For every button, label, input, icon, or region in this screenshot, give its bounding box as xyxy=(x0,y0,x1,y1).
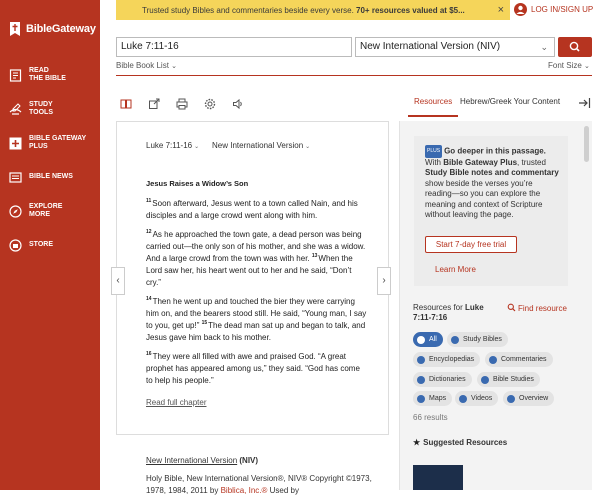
filter-chip-maps[interactable]: Maps xyxy=(413,391,452,406)
tab-hebrew-greek-your-content[interactable]: Hebrew/Greek Your Content xyxy=(460,97,561,106)
passage-reference-dropdown[interactable]: Luke 7:11-16 ⌄ xyxy=(146,141,200,150)
chevron-right-icon: › xyxy=(382,275,386,286)
overview-icon xyxy=(507,395,515,403)
sidebar-item-label: STUDY TOOLS xyxy=(29,101,53,116)
collapse-panel-icon[interactable] xyxy=(578,97,591,109)
logo-text: BibleGateway xyxy=(26,23,96,35)
sidebar-item-news[interactable] xyxy=(0,160,100,194)
version-link[interactable]: New International Version xyxy=(146,456,238,465)
logo[interactable] xyxy=(0,0,100,44)
passage-text xyxy=(146,178,368,416)
copyright-notice xyxy=(146,455,376,497)
sidebar-item-label: STORE xyxy=(29,241,53,248)
verse-paragraph xyxy=(146,229,368,289)
book-icon xyxy=(9,69,22,82)
resources-for-label: Resources for Luke 7:11-7:16 xyxy=(413,303,484,322)
compass-icon xyxy=(9,205,22,218)
results-count: 66 results xyxy=(413,413,448,422)
chevron-left-icon: ‹ xyxy=(116,275,120,286)
chevron-down-icon: ⌄ xyxy=(584,63,590,70)
sidebar xyxy=(0,0,100,490)
verse-text: As he approached the town gate, a dead person was being carried out—the only son of his mother, and she was a widow. And a large crowd from the town was with her. xyxy=(146,230,366,263)
verse-number: 12 xyxy=(146,229,152,235)
sidebar-nav xyxy=(0,58,100,262)
banner-message[interactable]: Trusted study Bibles and commentaries beside every verse. 70+ resources valued at $5... xyxy=(142,5,465,15)
login-link[interactable] xyxy=(514,3,593,16)
print-icon[interactable] xyxy=(176,98,188,110)
logo-mark-icon xyxy=(8,21,22,37)
version-select[interactable] xyxy=(355,37,555,57)
sidebar-item-label: BIBLE NEWS xyxy=(29,173,73,180)
active-tab-indicator xyxy=(408,115,458,117)
resources-reference: Luke 7:11-7:16 xyxy=(413,303,484,322)
previous-chapter-button[interactable] xyxy=(111,267,125,295)
sidebar-item-plus[interactable] xyxy=(0,126,100,160)
filter-chip-overview[interactable]: Overview xyxy=(503,391,554,406)
filter-chip-commentaries[interactable]: Commentaries xyxy=(485,352,553,367)
star-icon: ★ xyxy=(413,438,421,447)
sidebar-item-read[interactable] xyxy=(0,58,100,92)
gear-icon[interactable] xyxy=(204,98,216,110)
start-free-trial-button[interactable]: Start 7-day free trial xyxy=(425,236,517,253)
audio-icon[interactable] xyxy=(232,98,244,110)
copyright-text: Holy Bible, New International Version®, NIV® Copyright ©1973, 1978, 1984, 2011 by xyxy=(146,474,372,495)
next-chapter-button[interactable] xyxy=(377,267,391,295)
suggested-resources-heading: ★ Suggested Resources xyxy=(413,438,508,447)
verse-number: 13 xyxy=(311,253,318,259)
sidebar-item-explore[interactable] xyxy=(0,194,100,228)
search-icon xyxy=(507,303,516,312)
sidebar-item-store[interactable] xyxy=(0,228,100,262)
verse-number: 16 xyxy=(146,351,152,357)
check-icon xyxy=(417,336,425,344)
tab-resources[interactable]: Resources xyxy=(414,97,453,106)
suggested-resource-thumbnail[interactable] xyxy=(413,465,463,490)
filter-chip-videos[interactable]: Videos xyxy=(455,391,498,406)
verse-text: Then he went up and touched the bier they were carrying him on, and the bearers stood still. He said, “Young man, I say to you, get up!” xyxy=(146,297,367,330)
share-icon[interactable] xyxy=(148,98,160,110)
publisher-link[interactable]: Biblica, Inc.® xyxy=(220,486,268,495)
filter-chip-all[interactable]: All xyxy=(413,332,443,347)
learn-more-link[interactable]: Learn More xyxy=(435,265,476,274)
commentary-icon xyxy=(489,356,497,364)
user-avatar-icon xyxy=(514,3,527,16)
find-resource-link[interactable]: Find resource xyxy=(507,303,567,314)
bible-book-list-link[interactable]: Bible Book List ⌄ xyxy=(116,61,178,70)
plus-icon xyxy=(9,137,22,150)
chevron-down-icon: ⌄ xyxy=(540,42,548,52)
passage-heading: Jesus Raises a Widow’s Son xyxy=(146,179,249,188)
login-label: LOG IN/SIGN UP xyxy=(531,5,594,14)
filter-chip-encyclopedias[interactable]: Encyclopedias xyxy=(413,352,480,367)
plus-badge: PLUS xyxy=(425,145,442,158)
close-icon[interactable]: × xyxy=(497,4,504,16)
sidebar-item-study-tools[interactable] xyxy=(0,92,100,126)
verse-paragraph xyxy=(146,351,368,387)
encyclopedia-icon xyxy=(417,356,425,364)
verse-number: 14 xyxy=(146,296,152,302)
study-bible-icon xyxy=(451,336,459,344)
verse-paragraph xyxy=(146,198,368,222)
version-select-value: New International Version (NIV) xyxy=(360,41,501,52)
dictionary-icon xyxy=(417,376,425,384)
filter-chip-study-bibles[interactable]: Study Bibles xyxy=(447,332,508,347)
passage-version-dropdown[interactable]: New International Version ⌄ xyxy=(212,141,311,150)
version-abbreviation: (NIV) xyxy=(237,456,259,465)
copyright-tail: Used by xyxy=(267,486,299,495)
verse-text: The dead man sat up and began to talk, and Jesus gave him back to his mother. xyxy=(146,321,366,342)
store-icon xyxy=(9,239,22,252)
verse-text: They were all filled with awe and praised God. “A great prophet has appeared among us,” they said. “God has come to help his people.” xyxy=(146,352,360,385)
sidebar-item-label: READ THE BIBLE xyxy=(29,67,66,82)
filter-chip-bible-studies[interactable]: Bible Studies xyxy=(477,372,540,387)
verse-number: 15 xyxy=(201,320,208,326)
promo-banner xyxy=(116,0,510,20)
read-full-chapter-link[interactable]: Read full chapter xyxy=(146,398,207,407)
sidebar-item-label: EXPLORE MORE xyxy=(29,203,63,218)
filter-chip-dictionaries[interactable]: Dictionaries xyxy=(413,372,472,387)
news-icon xyxy=(9,171,22,184)
chevron-down-icon: ⌄ xyxy=(171,63,178,70)
passage-search-input[interactable]: Luke 7:11-16 xyxy=(116,37,352,57)
search-icon xyxy=(558,37,592,57)
study-tools-icon xyxy=(9,103,22,116)
sidebar-item-label: BIBLE GATEWAY PLUS xyxy=(29,135,87,150)
chevron-down-icon: ⌄ xyxy=(305,144,311,150)
verse-text: When the Lord saw her, his heart went out to her and he said, “Don’t cry.” xyxy=(146,254,353,287)
verse-number: 11 xyxy=(146,198,152,204)
video-icon xyxy=(459,395,467,403)
map-icon xyxy=(417,395,425,403)
chevron-down-icon: ⌄ xyxy=(194,144,200,150)
verse-paragraph xyxy=(146,296,368,344)
panel-scrollbar[interactable] xyxy=(584,126,589,162)
parallel-view-icon[interactable] xyxy=(120,98,132,110)
plus-promo-text: PLUS Go deeper in this passage. With Bible Gateway Plus, trusted Study Bible notes and commentary show beside the verses you’re reading—so you can explore the meaning and context of Scripture without leaving the page. xyxy=(425,146,559,219)
bible-study-icon xyxy=(481,376,489,384)
font-size-control[interactable]: Font Size ⌄ xyxy=(548,61,590,70)
search-button[interactable] xyxy=(558,37,592,57)
divider xyxy=(116,75,592,76)
verse-text: Soon afterward, Jesus went to a town called Nain, and his disciples and a large crowd went along with him. xyxy=(146,199,358,220)
